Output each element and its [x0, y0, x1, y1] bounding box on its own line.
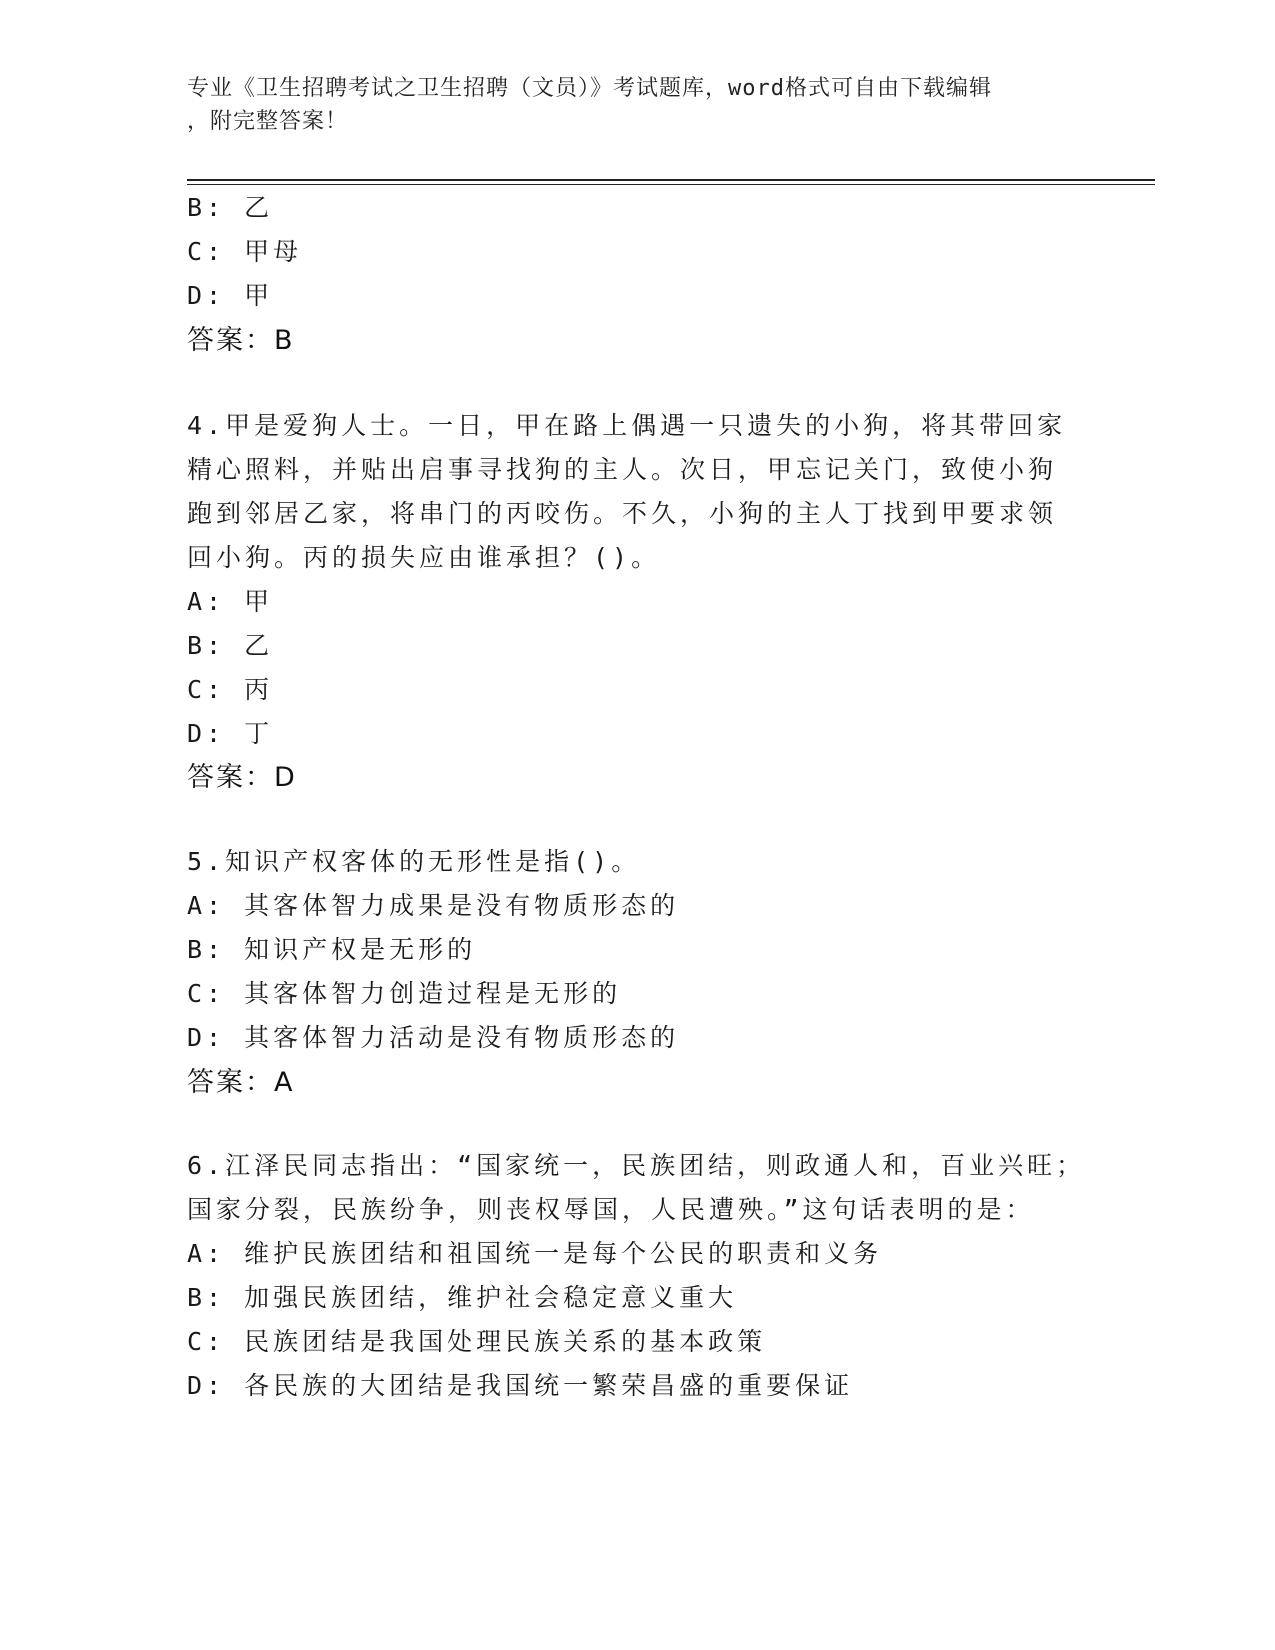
- document-header: [187, 72, 1087, 138]
- q4-stem-line-3: 跑到邻居乙家，将串门的丙咬伤。不久，小狗的主人丁找到甲要求领: [187, 499, 1058, 528]
- q5-option-b: B: 知识产权是无形的: [187, 935, 477, 964]
- q6-option-b: B: 加强民族团结，维护社会稳定意义重大: [187, 1283, 738, 1312]
- q5-answer: 答案：A: [187, 1067, 295, 1098]
- q6-stem-line-2: 国家分裂，民族纷争，则丧权辱国，人民遭殃。”这句话表明的是：: [187, 1195, 1035, 1224]
- q5-stem: 5.知识产权客体的无形性是指()。: [187, 847, 641, 876]
- q4-stem-line-1: 4.甲是爱狗人士。一日，甲在路上偶遇一只遗失的小狗，将其带回家: [187, 411, 1067, 440]
- q6-option-a: A: 维护民族团结和祖国统一是每个公民的职责和义务: [187, 1239, 883, 1268]
- q4-option-b: B: 乙: [187, 631, 274, 660]
- q4-answer: 答案：D: [187, 762, 297, 793]
- q4-option-a: A: 甲: [187, 587, 274, 616]
- q3-option-c: C: 甲母: [187, 237, 303, 266]
- q6-option-c: C: 民族团结是我国处理民族关系的基本政策: [187, 1327, 767, 1356]
- q4-stem-line-2: 精心照料，并贴出启事寻找狗的主人。次日，甲忘记关门，致使小狗: [187, 455, 1058, 484]
- q3-answer: 答案：B: [187, 325, 295, 356]
- q5-option-d: D: 其客体智力活动是没有物质形态的: [187, 1023, 680, 1052]
- q4-option-c: C: 丙: [187, 675, 274, 704]
- q6-option-d: D: 各民族的大团结是我国统一繁荣昌盛的重要保证: [187, 1371, 854, 1400]
- header-rule-thick: [187, 179, 1155, 181]
- header-title-line-2: ，附完整答案！: [187, 109, 349, 134]
- q3-option-d: D: 甲: [187, 281, 274, 310]
- q5-option-a: A: 其客体智力成果是没有物质形态的: [187, 891, 680, 920]
- q4-option-d: D: 丁: [187, 719, 274, 748]
- q5-option-c: C: 其客体智力创造过程是无形的: [187, 979, 622, 1008]
- header-rule-thin: [187, 184, 1155, 185]
- q6-stem-line-1: 6.江泽民同志指出：“国家统一，民族团结，则政通人和，百业兴旺；: [187, 1151, 1086, 1180]
- q4-stem-line-4: 回小狗。丙的损失应由谁承担？()。: [187, 543, 661, 572]
- q3-option-b: B: 乙: [187, 193, 274, 222]
- header-title-line-1: 专业《卫生招聘考试之卫生招聘（文员）》考试题库，word格式可自由下载编辑: [187, 76, 992, 101]
